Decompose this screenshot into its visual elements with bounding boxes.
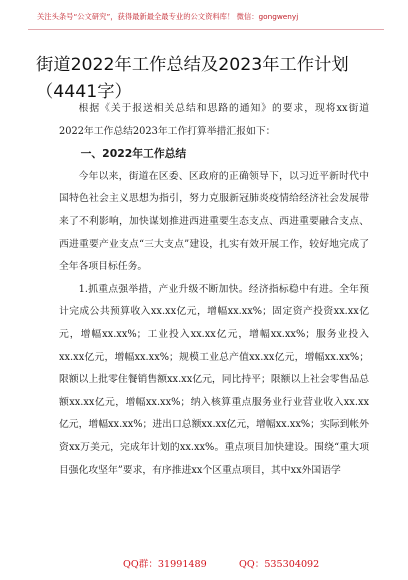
section-heading: 一、2022年工作总结 (80, 147, 187, 161)
footer-qq-group: QQ群：31991489 (123, 559, 207, 570)
title-line-2: （4441字） (36, 82, 132, 102)
header-divider (28, 29, 384, 30)
intro-paragraph: 根据《关于报送相关总结和思路的通知》的要求，现将xx街道2022年工作总结2023年工作打算举措汇报如下： (59, 103, 369, 137)
document-body (59, 98, 369, 482)
body-paragraph-2: 1.抓重点强举措，产业升级不断加快。经济指标稳中有进。全年预计完成公共预算收入xx.xx亿元，增幅xx.xx%；固定资产投资xx.xx亿元，增幅xx.xx%；工业投入xx.xx亿元，增幅xx.xx%；服务业投入xx.xx亿元，增幅xx.xx%；规模工业总产值xx.xx亿元，增幅xx.xx%；限额以上批零住餐销售额xx.xx亿元，同比持平；限额以上社会零售品总额xx.xx亿元，增幅xx.xx%；纳入核算重点服务业行业营业收入xx.xx亿元，增幅xx.xx%；进出口总额xx.xx亿元，增幅xx.xx%；实际到帐外资xx万美元，完成年计划的xx.xx%。重点项目加快建设。围绕“重大项目强化攻坚年”要求，有序推进xx个区重点项目，其中xx外国语学 (59, 283, 369, 476)
footer-qq-contact: QQ：535304092 (239, 559, 320, 570)
header-banner: 关注头条号“公文研究”，获得最新最全最专业的公文资料库！ 微信：gongwenyj (37, 12, 299, 21)
title-line-1: 街道2022年工作总结及2023年工作计划 (36, 55, 349, 75)
footer (0, 557, 408, 573)
body-paragraph-1: 今年以来，街道在区委、区政府的正确领导下，以习近平新时代中国特色社会主义思想为指引，努力克服新冠肺炎疫情给经济社会发展带来了不利影响，加快谋划推进西进重要生态支点、西进重要融合支点、西进重要产业支点“三大支点”建设，扎实有效开展工作，较好地完成了全年各项目标任务。 (59, 170, 369, 273)
